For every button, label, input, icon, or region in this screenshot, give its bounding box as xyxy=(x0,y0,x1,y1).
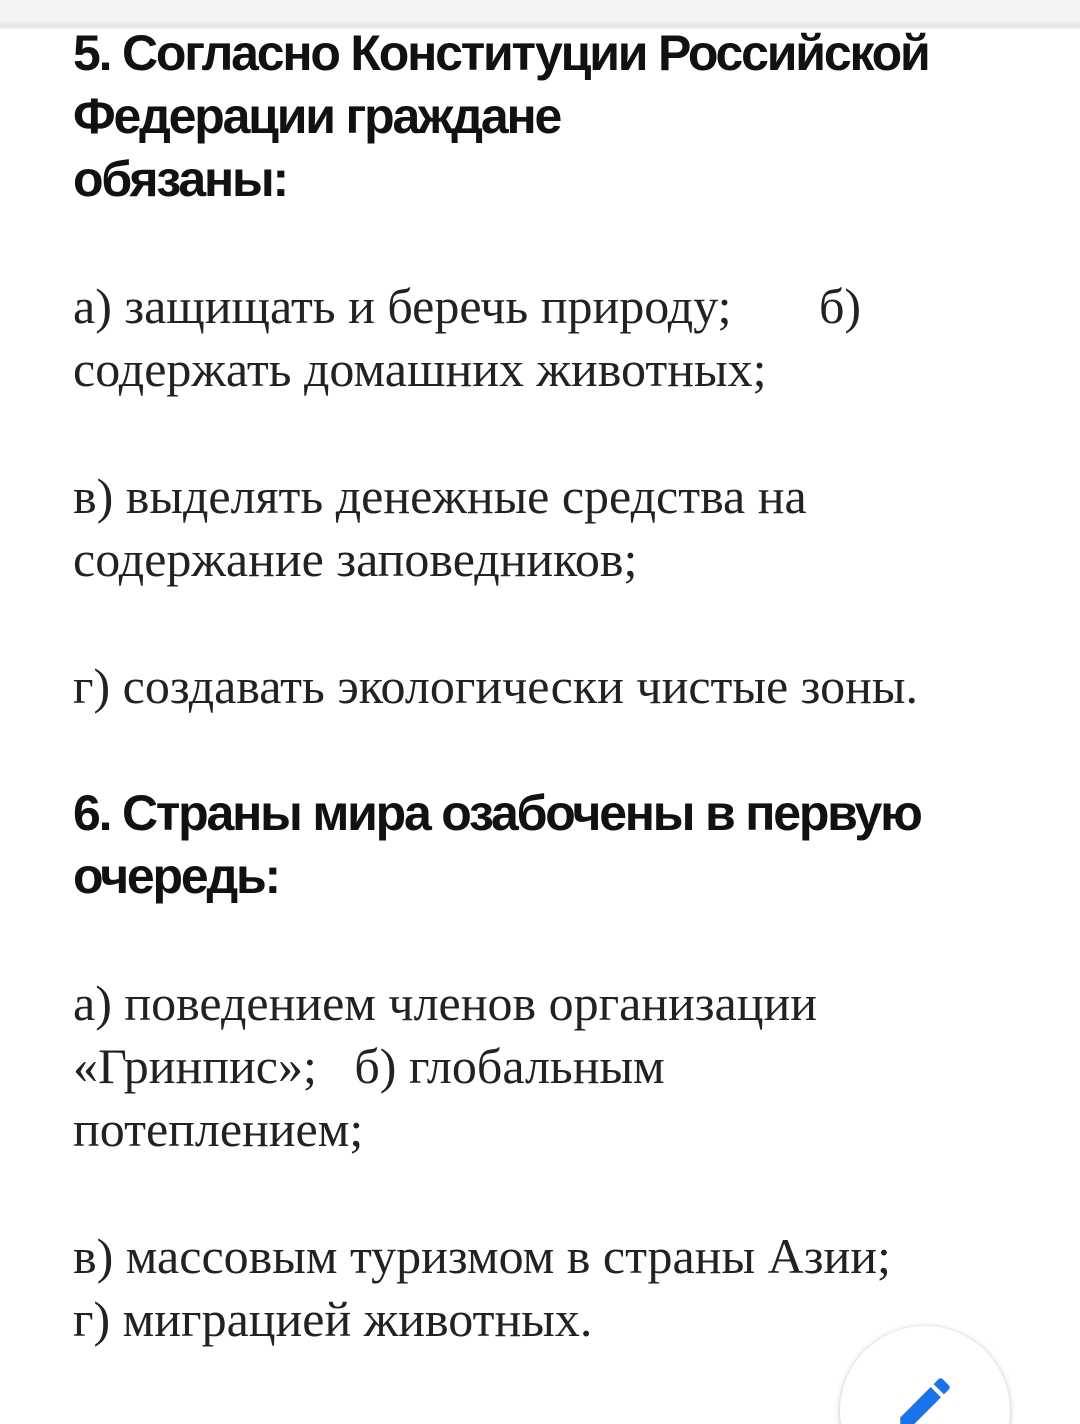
option-text: г) миграцией животных. xyxy=(73,1291,593,1347)
option-text: г) создавать экологически чистые зоны. xyxy=(73,658,918,714)
option-text: в) выделять денежные средства на xyxy=(73,468,807,524)
option-text: а) поведением членов организации xyxy=(73,975,818,1031)
question-5-title xyxy=(73,22,1033,211)
question-5-title-line: Федерации граждане xyxy=(73,88,561,144)
question-5-title-line: обязаны: xyxy=(73,151,287,207)
question-6-option-v-g xyxy=(73,1225,1033,1351)
option-text: «Гринпис»; б) глобальным xyxy=(73,1038,665,1094)
option-text: в) массовым туризмом в страны Азии; xyxy=(73,1228,891,1284)
question-6-title-line: 6. Страны мира озабочены в первую xyxy=(73,785,921,841)
option-text: потеплением; xyxy=(73,1101,364,1157)
document-content xyxy=(73,22,1033,1351)
question-5-title-line: 5. Согласно Конституции Российской xyxy=(73,25,929,81)
question-6-title xyxy=(73,782,1033,908)
pencil-icon xyxy=(892,1370,958,1424)
question-5-option-g xyxy=(73,655,1033,718)
option-text: содержание заповедников; xyxy=(73,531,638,587)
question-5-option-v xyxy=(73,465,1033,591)
question-5-option-a-b xyxy=(73,275,1033,401)
question-6-option-a-b xyxy=(73,972,1033,1161)
option-text: а) защищать и беречь природу; б) xyxy=(73,278,862,334)
question-6-title-line: очередь: xyxy=(73,848,280,904)
option-text: содержать домашних животных; xyxy=(73,341,767,397)
